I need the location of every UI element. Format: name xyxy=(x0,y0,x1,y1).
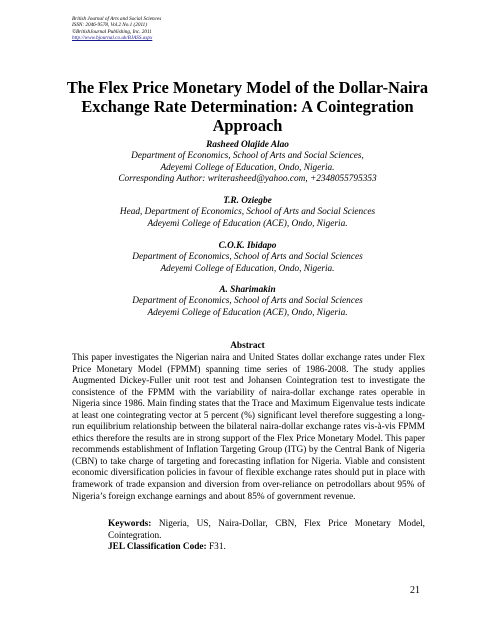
author-affiliation: Department of Economics, School of Arts and Social Sciences xyxy=(132,252,363,263)
author-1 xyxy=(60,140,435,185)
journal-issn: ISSN: 2046-9578, Vol.2 No.1 (2011) xyxy=(72,22,147,29)
author-name: T.R. Oziegbe xyxy=(223,196,272,206)
title-line-1: The Flex Price Monetary Model of the Dollar-Naira xyxy=(66,78,429,97)
author-affiliation: Adeyemi College of Education (ACE), Ondo, Nigeria. xyxy=(147,218,348,229)
journal-header xyxy=(72,16,161,42)
author-affiliation: Adeyemi College of Education, Ondo, Nigeria. xyxy=(160,162,335,173)
author-affiliation: Adeyemi College of Education (ACE), Ondo, Nigeria. xyxy=(147,307,348,318)
author-contact: Corresponding Author: writerasheed@yahoo.com, +2348055795353 xyxy=(118,173,377,184)
abstract-heading: Abstract xyxy=(230,341,265,351)
author-affiliation: Head, Department of Economics, School of Arts and Social Sciences xyxy=(119,207,376,218)
author-4 xyxy=(60,285,435,319)
author-2 xyxy=(60,196,435,230)
author-name: A. Sharimakin xyxy=(219,285,276,295)
jel-code: F31. xyxy=(209,542,226,553)
title-line-2: Exchange Rate Determination: A Cointegration xyxy=(81,97,414,116)
jel-line xyxy=(108,542,425,554)
keywords-section xyxy=(108,519,425,554)
keywords-text: Nigeria, US, Naira-Dollar, CBN, Flex Price Monetary Model, Cointegration. xyxy=(108,519,426,541)
author-affiliation: Adeyemi College of Education, Ondo, Nigeria. xyxy=(160,263,335,274)
author-3 xyxy=(60,241,435,275)
paper-title xyxy=(60,78,435,135)
author-name: C.O.K. Ibidapo xyxy=(218,241,277,251)
jel-label: JEL Classification Code: xyxy=(108,542,207,553)
author-affiliation: Department of Economics, School of Arts and Social Sciences, xyxy=(131,151,364,162)
page-number: 21 xyxy=(410,585,420,596)
abstract-text: This paper investigates the Nigerian naira and United States dollar exchange rates under Flex Price Monetary Model (FPMM) spanning time series of 1986-2008. The study applies Augmented Dickey-Fuller unit root test and Johansen Cointegration test to investigate the consistence of the FPMM with the variability of naira-dollar exchange rates operable in Nigeria since 1986. Main finding states that the Trace and Maximum Eigenvalue tests indicate at least one cointegrating vector at 5 percent (%) significant level therefore suggesting a long-run equilibrium relationship between the bilateral naira-dollar exchange rates vis-à-vis FPMM ethics therefore the results are in strong support of the Flex Price Monetary Model. This paper recommends establishment of Inflation Targeting Group (ITG) by the Central Bank of Nigeria (CBN) to take charge of targeting and forecasting inflation for Nigeria. Viable and consistent economic diversification policies in favour of flexible exchange rates should put in place with framework of trade expansion and diversion from over-reliance on petrodollars about 95% of Nigeria’s foreign exchange earnings and about 85% of government revenue. xyxy=(72,353,425,502)
journal-name: British Journal of Arts and Social Sciences xyxy=(72,16,162,22)
journal-url-link[interactable]: http://www.bjournal.co.uk/BJASS.aspx xyxy=(72,35,153,42)
keywords-label: Keywords: xyxy=(108,519,152,529)
author-affiliation: Department of Economics, School of Arts and Social Sciences xyxy=(132,296,363,307)
journal-copyright: ©BritishJournal Publishing, Inc. 2011 xyxy=(72,28,152,35)
title-line-3: Approach xyxy=(212,116,283,135)
author-name: Rasheed Olajide Alao xyxy=(206,140,289,150)
keywords-line xyxy=(108,519,425,542)
